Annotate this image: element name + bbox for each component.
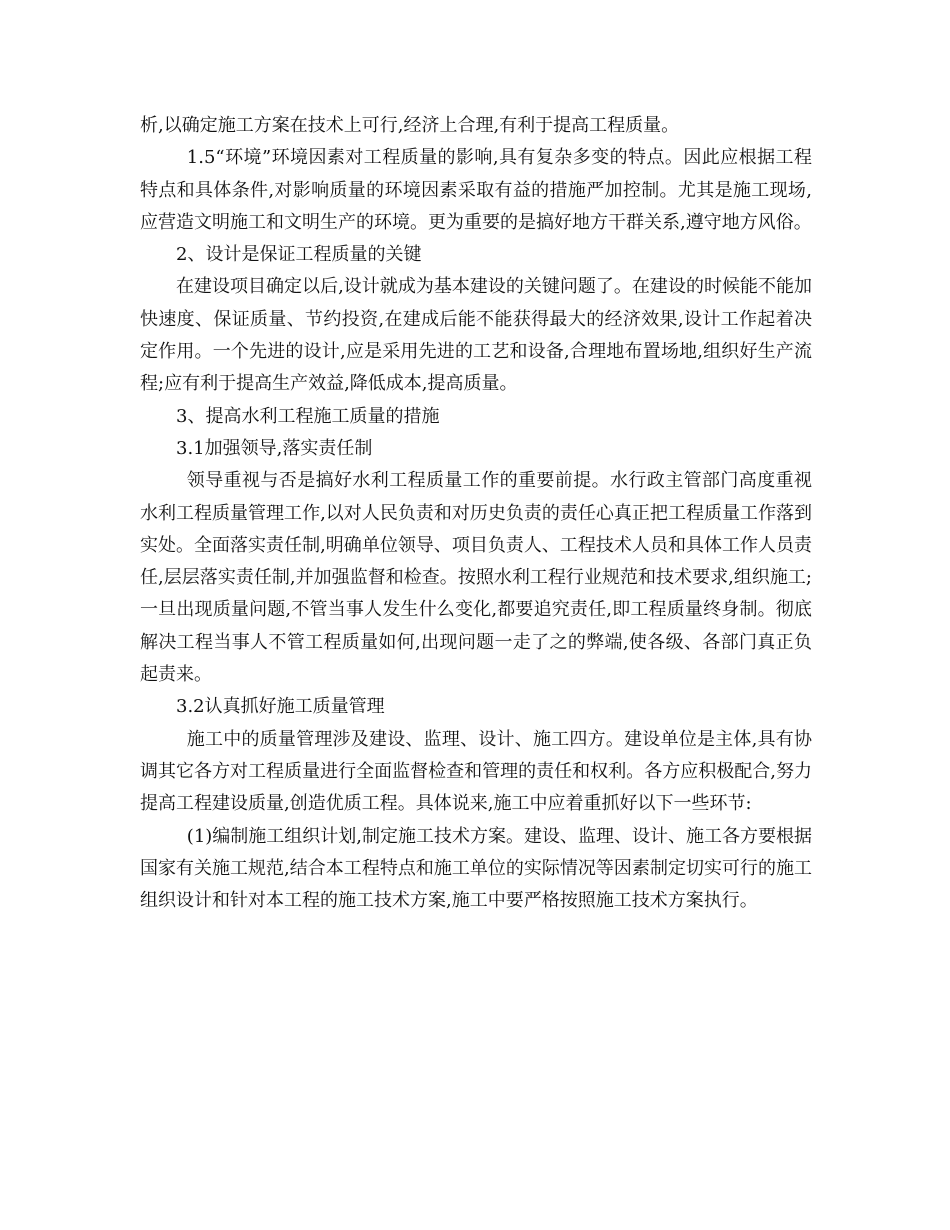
subsection-heading-3-2: 3.2认真抓好施工质量管理	[176, 696, 385, 718]
paragraph-5: 施工中的质量管理涉及建设、监理、设计、施工四方。建设单位是主体,具有协调其它各方对工程质量进行全面监督检查和管理的责任和权利。各方应积极配合,努力提高工程建设质量,创造优质工程。具体说来,施工中应着重抓好以下一些环节:	[140, 728, 812, 815]
paragraph-2: 1.5“环境”环境因素对工程质量的影响,具有复杂多变的特点。因此应根据工程特点和具体条件,对影响质量的环境因素采取有益的措施严加控制。尤其是施工现场,应营造文明施工和文明生产的环境。更为重要的是搞好地方干群关系,遵守地方风俗。	[140, 147, 812, 233]
paragraph-3: 在建设项目确定以后,设计就成为基本建设的关键问题了。在建设的时候能不能加快速度、保证质量、节约投资,在建成后能不能获得最大的经济效果,设计工作起着决定作用。一个先进的设计,应是采用先进的工艺和设备,合理地布置场地,组织好生产流程;应有利于提高生产效益,降低成本,提高质量。	[140, 276, 812, 395]
section-heading-3: 3、提高水利工程施工质量的措施	[176, 405, 440, 427]
paragraph-1: 析,以确定施工方案在技术上可行,经济上合理,有利于提高工程质量。	[140, 115, 680, 136]
paragraph-4: 领导重视与否是搞好水利工程质量工作的重要前提。水行政主管部门高度重视水利工程质量管理工作,以对人民负责和对历史负责的责任心真正把工程质量工作落到实处。全面落实责任制,明确单位领导、项目负责人、工程技术人员和具体工作人员责任,层层落实责任制,并加强监督和检查。按照水利工程行业规范和技术要求,组织施工;一旦出现质量问题,不管当事人发生什么变化,都要追究责任,即工程质量终身制。彻底解决工程当事人不管工程质量如何,出现问题一走了之的弊端,使各级、各部门真正负起责来。	[140, 470, 812, 686]
subsection-heading-3-1: 3.1加强领导,落实责任制	[176, 437, 373, 459]
section-heading-2: 2、设计是保证工程质量的关键	[176, 244, 422, 266]
paragraph-6: (1)编制施工组织计划,制定施工技术方案。建设、监理、设计、施工各方要根据国家有关施工规范,结合本工程特点和施工单位的实际情况等因素制定切实可行的施工组织设计和针对本工程的施工技术方案,施工中要严格按照施工技术方案执行。	[140, 825, 813, 912]
document-page	[140, 110, 812, 917]
